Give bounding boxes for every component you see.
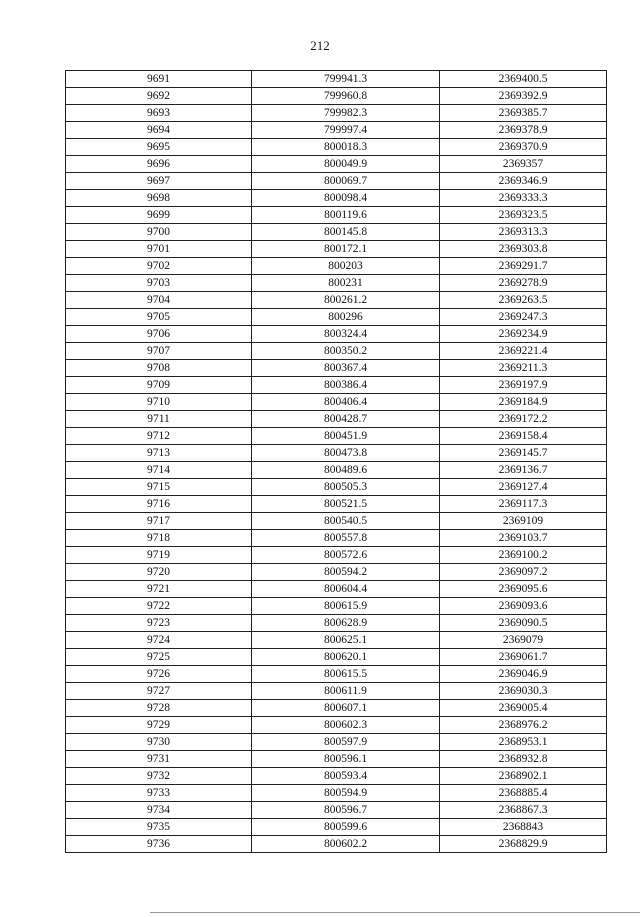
y-coordinate-cell: 2368902.1	[440, 768, 607, 785]
x-coordinate-cell: 800597.9	[252, 734, 440, 751]
y-coordinate-cell: 2369221.4	[440, 343, 607, 360]
table-row	[66, 428, 607, 445]
x-coordinate-cell: 800296	[252, 309, 440, 326]
table-row	[66, 768, 607, 785]
y-coordinate-cell: 2369103.7	[440, 530, 607, 547]
x-coordinate-cell: 800018.3	[252, 139, 440, 156]
point-id-cell: 9722	[66, 598, 252, 615]
table-row	[66, 343, 607, 360]
point-id-cell: 9706	[66, 326, 252, 343]
point-id-cell: 9725	[66, 649, 252, 666]
table-row	[66, 479, 607, 496]
x-coordinate-cell: 800145.8	[252, 224, 440, 241]
y-coordinate-cell: 2369400.5	[440, 71, 607, 88]
point-id-cell: 9716	[66, 496, 252, 513]
y-coordinate-cell: 2369090.5	[440, 615, 607, 632]
y-coordinate-cell: 2369323.5	[440, 207, 607, 224]
y-coordinate-cell: 2369046.9	[440, 666, 607, 683]
table-row	[66, 666, 607, 683]
point-id-cell: 9735	[66, 819, 252, 836]
y-coordinate-cell: 2369346.9	[440, 173, 607, 190]
table-row	[66, 649, 607, 666]
table-row	[66, 292, 607, 309]
x-coordinate-cell: 800473.8	[252, 445, 440, 462]
point-id-cell: 9696	[66, 156, 252, 173]
y-coordinate-cell: 2369313.3	[440, 224, 607, 241]
bottom-rule	[150, 912, 640, 913]
table-row	[66, 275, 607, 292]
point-id-cell: 9693	[66, 105, 252, 122]
x-coordinate-cell: 800572.6	[252, 547, 440, 564]
point-id-cell: 9694	[66, 122, 252, 139]
table-row	[66, 615, 607, 632]
point-id-cell: 9720	[66, 564, 252, 581]
y-coordinate-cell: 2369247.3	[440, 309, 607, 326]
y-coordinate-cell: 2369370.9	[440, 139, 607, 156]
y-coordinate-cell: 2369263.5	[440, 292, 607, 309]
x-coordinate-cell: 800521.5	[252, 496, 440, 513]
x-coordinate-cell: 800261.2	[252, 292, 440, 309]
y-coordinate-cell: 2369079	[440, 632, 607, 649]
x-coordinate-cell: 800602.3	[252, 717, 440, 734]
table-row	[66, 700, 607, 717]
point-id-cell: 9713	[66, 445, 252, 462]
point-id-cell: 9719	[66, 547, 252, 564]
y-coordinate-cell: 2369197.9	[440, 377, 607, 394]
y-coordinate-cell: 2368885.4	[440, 785, 607, 802]
x-coordinate-cell: 800557.8	[252, 530, 440, 547]
point-id-cell: 9695	[66, 139, 252, 156]
table-row	[66, 632, 607, 649]
y-coordinate-cell: 2369234.9	[440, 326, 607, 343]
x-coordinate-cell: 800406.4	[252, 394, 440, 411]
point-id-cell: 9717	[66, 513, 252, 530]
x-coordinate-cell: 800604.4	[252, 581, 440, 598]
point-id-cell: 9730	[66, 734, 252, 751]
table-row	[66, 564, 607, 581]
y-coordinate-cell: 2369333.3	[440, 190, 607, 207]
x-coordinate-cell: 799997.4	[252, 122, 440, 139]
point-id-cell: 9700	[66, 224, 252, 241]
table-row	[66, 530, 607, 547]
x-coordinate-cell: 800505.3	[252, 479, 440, 496]
table-row	[66, 105, 607, 122]
x-coordinate-cell: 800119.6	[252, 207, 440, 224]
point-id-cell: 9702	[66, 258, 252, 275]
x-coordinate-cell: 800607.1	[252, 700, 440, 717]
x-coordinate-cell: 800625.1	[252, 632, 440, 649]
y-coordinate-cell: 2369097.2	[440, 564, 607, 581]
point-id-cell: 9732	[66, 768, 252, 785]
point-id-cell: 9704	[66, 292, 252, 309]
x-coordinate-cell: 800172.1	[252, 241, 440, 258]
table-row	[66, 224, 607, 241]
y-coordinate-cell: 2369030.3	[440, 683, 607, 700]
point-id-cell: 9726	[66, 666, 252, 683]
table-row	[66, 785, 607, 802]
table-row	[66, 139, 607, 156]
y-coordinate-cell: 2369158.4	[440, 428, 607, 445]
table-body	[66, 71, 607, 853]
table-row	[66, 683, 607, 700]
table-row	[66, 122, 607, 139]
x-coordinate-cell: 800367.4	[252, 360, 440, 377]
y-coordinate-cell: 2368932.8	[440, 751, 607, 768]
table-row	[66, 258, 607, 275]
x-coordinate-cell: 800594.9	[252, 785, 440, 802]
point-id-cell: 9691	[66, 71, 252, 88]
y-coordinate-cell: 2369109	[440, 513, 607, 530]
x-coordinate-cell: 800615.9	[252, 598, 440, 615]
point-id-cell: 9707	[66, 343, 252, 360]
x-coordinate-cell: 800069.7	[252, 173, 440, 190]
y-coordinate-cell: 2368829.9	[440, 836, 607, 853]
y-coordinate-cell: 2369100.2	[440, 547, 607, 564]
table-row	[66, 581, 607, 598]
point-id-cell: 9727	[66, 683, 252, 700]
table-row	[66, 496, 607, 513]
y-coordinate-cell: 2369184.9	[440, 394, 607, 411]
point-id-cell: 9709	[66, 377, 252, 394]
y-coordinate-cell: 2369136.7	[440, 462, 607, 479]
x-coordinate-cell: 800611.9	[252, 683, 440, 700]
point-id-cell: 9721	[66, 581, 252, 598]
x-coordinate-cell: 800620.1	[252, 649, 440, 666]
point-id-cell: 9718	[66, 530, 252, 547]
table-row	[66, 309, 607, 326]
page-number: 212	[310, 38, 330, 53]
table-row	[66, 241, 607, 258]
x-coordinate-cell: 800098.4	[252, 190, 440, 207]
point-id-cell: 9697	[66, 173, 252, 190]
point-id-cell: 9715	[66, 479, 252, 496]
point-id-cell: 9728	[66, 700, 252, 717]
point-id-cell: 9736	[66, 836, 252, 853]
y-coordinate-cell: 2369005.4	[440, 700, 607, 717]
table-row	[66, 71, 607, 88]
y-coordinate-cell: 2368953.1	[440, 734, 607, 751]
table-row	[66, 751, 607, 768]
y-coordinate-cell: 2368867.3	[440, 802, 607, 819]
table-row	[66, 156, 607, 173]
table-row	[66, 819, 607, 836]
y-coordinate-cell: 2368843	[440, 819, 607, 836]
table-row	[66, 411, 607, 428]
point-id-cell: 9731	[66, 751, 252, 768]
table-row	[66, 513, 607, 530]
x-coordinate-cell: 800594.2	[252, 564, 440, 581]
point-id-cell: 9714	[66, 462, 252, 479]
x-coordinate-cell: 800324.4	[252, 326, 440, 343]
table-row	[66, 462, 607, 479]
point-id-cell: 9692	[66, 88, 252, 105]
x-coordinate-cell: 799960.8	[252, 88, 440, 105]
point-id-cell: 9724	[66, 632, 252, 649]
y-coordinate-cell: 2369127.4	[440, 479, 607, 496]
x-coordinate-cell: 799982.3	[252, 105, 440, 122]
point-id-cell: 9733	[66, 785, 252, 802]
point-id-cell: 9705	[66, 309, 252, 326]
table-row	[66, 190, 607, 207]
x-coordinate-cell: 800615.5	[252, 666, 440, 683]
table-row	[66, 836, 607, 853]
table-row	[66, 326, 607, 343]
y-coordinate-cell: 2369117.3	[440, 496, 607, 513]
point-id-cell: 9703	[66, 275, 252, 292]
table-row	[66, 717, 607, 734]
y-coordinate-cell: 2369357	[440, 156, 607, 173]
x-coordinate-cell: 800451.9	[252, 428, 440, 445]
y-coordinate-cell: 2369378.9	[440, 122, 607, 139]
point-id-cell: 9710	[66, 394, 252, 411]
table-row	[66, 88, 607, 105]
x-coordinate-cell: 800350.2	[252, 343, 440, 360]
y-coordinate-cell: 2369145.7	[440, 445, 607, 462]
y-coordinate-cell: 2369172.2	[440, 411, 607, 428]
table-row	[66, 547, 607, 564]
y-coordinate-cell: 2369291.7	[440, 258, 607, 275]
x-coordinate-cell: 800386.4	[252, 377, 440, 394]
x-coordinate-cell: 800599.6	[252, 819, 440, 836]
point-id-cell: 9701	[66, 241, 252, 258]
x-coordinate-cell: 799941.3	[252, 71, 440, 88]
x-coordinate-cell: 800203	[252, 258, 440, 275]
y-coordinate-cell: 2368976.2	[440, 717, 607, 734]
y-coordinate-cell: 2369211.3	[440, 360, 607, 377]
point-id-cell: 9729	[66, 717, 252, 734]
x-coordinate-cell: 800596.1	[252, 751, 440, 768]
table-row	[66, 173, 607, 190]
point-id-cell: 9699	[66, 207, 252, 224]
table-row	[66, 377, 607, 394]
y-coordinate-cell: 2369095.6	[440, 581, 607, 598]
table-row	[66, 207, 607, 224]
point-id-cell: 9711	[66, 411, 252, 428]
x-coordinate-cell: 800428.7	[252, 411, 440, 428]
table-row	[66, 598, 607, 615]
y-coordinate-cell: 2369385.7	[440, 105, 607, 122]
x-coordinate-cell: 800596.7	[252, 802, 440, 819]
point-id-cell: 9712	[66, 428, 252, 445]
y-coordinate-cell: 2369061.7	[440, 649, 607, 666]
table-row	[66, 445, 607, 462]
x-coordinate-cell: 800628.9	[252, 615, 440, 632]
table-row	[66, 360, 607, 377]
x-coordinate-cell: 800489.6	[252, 462, 440, 479]
point-id-cell: 9734	[66, 802, 252, 819]
table-row	[66, 802, 607, 819]
x-coordinate-cell: 800049.9	[252, 156, 440, 173]
x-coordinate-cell: 800540.5	[252, 513, 440, 530]
x-coordinate-cell: 800231	[252, 275, 440, 292]
y-coordinate-cell: 2369392.9	[440, 88, 607, 105]
y-coordinate-cell: 2369303.8	[440, 241, 607, 258]
point-id-cell: 9723	[66, 615, 252, 632]
y-coordinate-cell: 2369093.6	[440, 598, 607, 615]
point-id-cell: 9698	[66, 190, 252, 207]
coordinate-table	[65, 70, 607, 853]
x-coordinate-cell: 800602.2	[252, 836, 440, 853]
table-row	[66, 394, 607, 411]
table-row	[66, 734, 607, 751]
point-id-cell: 9708	[66, 360, 252, 377]
x-coordinate-cell: 800593.4	[252, 768, 440, 785]
y-coordinate-cell: 2369278.9	[440, 275, 607, 292]
